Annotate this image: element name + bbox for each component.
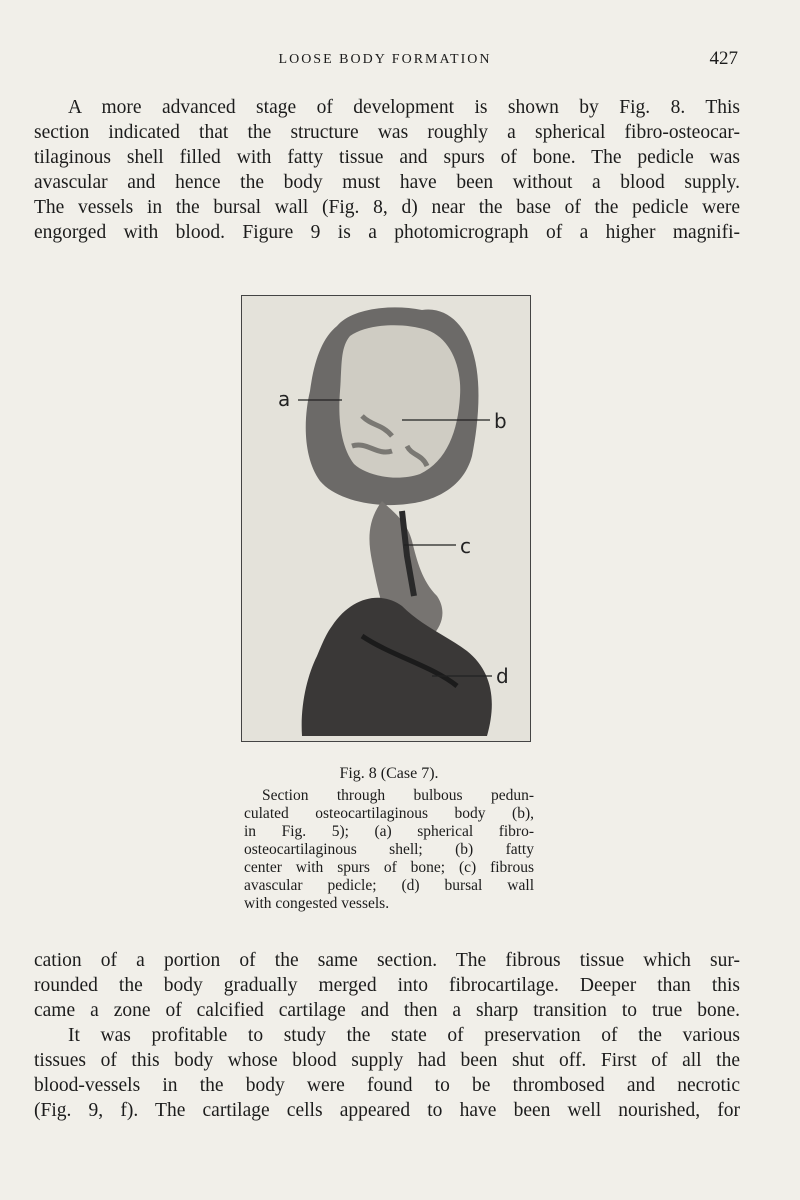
caption-line: center with spurs of bone; (c) fibrous xyxy=(244,859,534,876)
caption-body xyxy=(244,787,534,913)
running-head: LOOSE BODY FORMATION xyxy=(278,52,492,67)
text-line: section indicated that the structure was roughly a spherical fibro-osteocar- xyxy=(34,122,740,143)
fatty-center xyxy=(339,325,460,477)
caption-title: Fig. 8 (Case 7). xyxy=(339,765,439,782)
figure-8-image xyxy=(242,296,530,741)
text-line: It was profitable to study the state of preservation of the various xyxy=(68,1025,740,1046)
text-line: engorged with blood. Figure 9 is a photomicrograph of a higher magnifi- xyxy=(34,222,740,243)
text-line: (Fig. 9, f). The cartilage cells appeared to have been well nourished, for xyxy=(34,1100,740,1121)
page-header xyxy=(0,48,800,78)
figure-label-b: b xyxy=(494,409,507,433)
caption-line: in Fig. 5); (a) spherical fibro- xyxy=(244,823,534,840)
text-line: tilaginous shell filled with fatty tissue and spurs of bone. The pedicle was xyxy=(34,147,740,168)
text-line: tissues of this body whose blood supply had been shut off. First of all the xyxy=(34,1050,740,1071)
text-line: blood-vessels in the body were found to be thrombosed and necrotic xyxy=(34,1075,740,1096)
text-line: came a zone of calcified cartilage and then a sharp transition to true bone. xyxy=(34,1000,740,1021)
paragraph-1 xyxy=(34,95,740,245)
figure-caption xyxy=(244,765,534,913)
figure-label-c: c xyxy=(460,534,471,558)
text-line: cation of a portion of the same section. The fibrous tissue which sur- xyxy=(34,950,740,971)
text-line: The vessels in the bursal wall (Fig. 8, d) near the base of the pedicle were xyxy=(34,197,740,218)
paragraph-2 xyxy=(34,948,740,1123)
caption-line: osteocartilaginous shell; (b) fatty xyxy=(244,841,534,858)
figure-label-d: d xyxy=(496,664,509,688)
caption-line: with congested vessels. xyxy=(244,895,390,912)
text-line: A more advanced stage of development is shown by Fig. 8. This xyxy=(68,97,740,118)
caption-line: avascular pedicle; (d) bursal wall xyxy=(244,877,534,894)
caption-line: culated osteocartilaginous body (b), xyxy=(244,805,534,822)
figure-8-photomicrograph xyxy=(241,295,531,742)
figure-label-a: a xyxy=(278,387,291,411)
page-number: 427 xyxy=(709,48,738,69)
text-line: avascular and hence the body must have been without a blood supply. xyxy=(34,172,740,193)
text-line: rounded the body gradually merged into fibrocartilage. Deeper than this xyxy=(34,975,740,996)
caption-line: Section through bulbous pedun- xyxy=(262,787,534,804)
